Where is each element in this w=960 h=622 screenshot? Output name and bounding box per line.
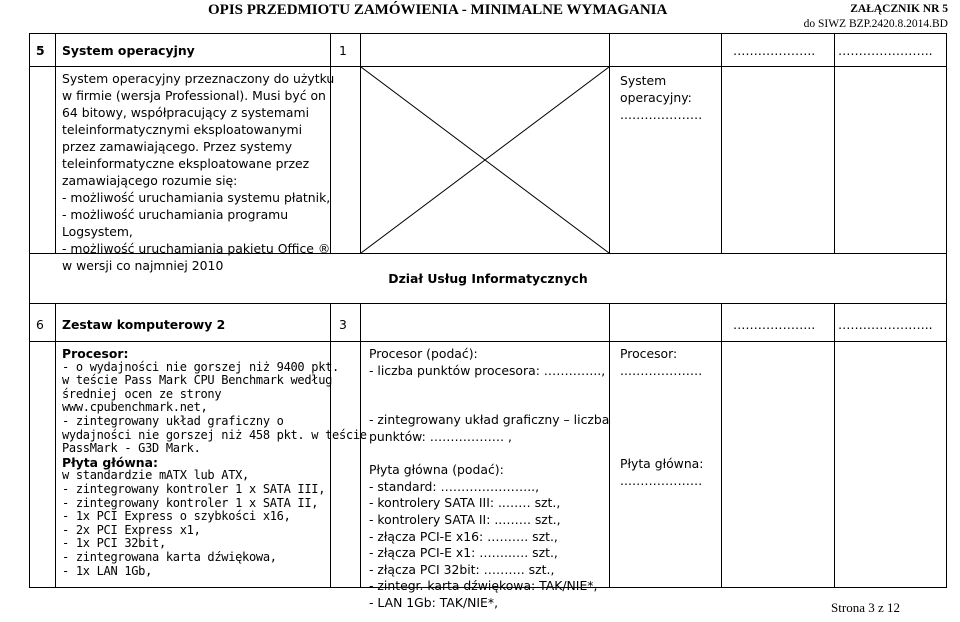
row6-offered-line: Płyta główna (podać): [369,462,504,478]
row6-offered-line: - liczba punktów procesora: ………….., [369,362,606,378]
row6-board-label: Płyta główna: [620,456,704,471]
document-title: OPIS PRZEDMIOTU ZAMÓWIENIA - MINIMALNE WYMAGANIA [208,2,668,18]
row6-req-line: w teście Pass Mark CPU Benchmark według [62,373,333,388]
row5-name: System operacyjny [62,43,195,58]
row6-offered-line: - standard: ………………….., [369,478,540,494]
row6-req-heading: Płyta główna: [62,454,158,470]
row5-req-line: w wersji co najmniej 2010 [62,258,224,273]
row6-req-line: średniej ocen ze strony [62,386,222,401]
row5-offer-label: System [620,73,667,88]
row6-offered-line: - złącza PCI-E x16: ………. szt., [369,528,558,544]
row5-value-field: ………………….. [838,43,933,58]
row6-cpu-field: ..……………… [620,363,703,378]
row6-req-line: - 2x PCI Express x1, [62,522,201,537]
row5-req-line: w firmie (wersja Professional). Musi być on [62,88,326,103]
col-divider-2 [330,33,331,588]
row6-offered-line: - złącza PCI-E x1: ……..…. szt., [369,545,558,561]
row6-offered-line: - zintegr. karta dźwiękowa: TAK/NIE*, [369,578,598,594]
row5-price-field: ……………….. [733,43,816,58]
row6-quantity: 3 [339,317,347,332]
row5-req-line: teleinformatyczne eksploatowane przez [62,156,310,171]
attachment-label: ZAŁĄCZNIK NR 5 [850,3,948,15]
row6-req-line: w standardzie mATX lub ATX, [62,468,249,483]
row6-name: Zestaw komputerowy 2 [62,317,226,332]
row-divider-3 [29,303,947,304]
row6-req-line: wydajności nie gorszej niż 458 pkt. w teście [62,427,367,442]
col-divider-5 [721,33,722,588]
reference-number: do SIWZ BZP.2420.8.2014.BD [803,18,948,30]
row6-req-line: - zintegrowany kontroler 1 x SATA III, [62,482,326,496]
row6-offered-line: Procesor (podać): [369,346,478,361]
row6-value-field: ………………….. [838,317,933,332]
row6-req-line: PassMark - G3D Mark. [62,441,201,456]
row6-cpu-label: Procesor: [620,346,678,361]
section-title: Dział Usług Informatycznych [388,271,588,286]
row5-number: 5 [36,43,45,58]
row5-req-line: System operacyjny przeznaczony do użytku [62,71,335,86]
row6-req-line: - zintegrowany kontroler 1 x SATA II, [62,495,319,510]
row6-offered-line: - kontrolery SATA II: ..……. szt., [369,512,561,527]
row5-offer-label-2: operacyjny: [620,90,692,105]
row6-offered-line: - zintegrowany układ graficzny – liczba [369,412,610,428]
row6-req-line: - o wydajności nie gorszej niż 9400 pkt. [62,359,339,374]
row-divider-4 [29,341,947,342]
row5-req-line: - możliwość uruchamiania programu [62,207,289,222]
col-divider-4 [609,33,610,588]
row6-offered-line: - LAN 1Gb: TAK/NIE*, [369,595,499,610]
row5-req-line: - możliwość uruchamiania systemu płatnik, [62,190,331,205]
row6-req-line: - zintegrowana karta dźwiękowa, [62,550,277,564]
row5-req-line: przez zamawiającego. Przez systemy [62,139,293,154]
row6-req-line: - 1x PCI Express o szybkości x16, [62,509,291,524]
row5-req-line: 64 bitowy, współpracujący z systemami [62,105,310,120]
row5-offer-field: ..……………… [620,107,703,122]
row6-offered-line: punktów: ……………… , [369,429,512,444]
crossed-out-cell-icon [361,67,609,253]
col-divider-6 [834,33,835,588]
row6-board-field: ..……………… [620,473,703,488]
row5-req-line: - możliwość uruchamiania pakietu Office ® [62,241,331,256]
row5-req-line: teleinformatycznymi eksploatowanymi [62,122,303,137]
row5-quantity: 1 [339,43,347,58]
row5-req-line: zamawiającego rozumie się: [62,173,238,188]
row6-number: 6 [36,317,44,332]
row6-req-line: - 1x PCI 32bit, [62,536,166,551]
row6-req-line: - zintegrowany układ graficzny o [62,414,284,428]
col-divider-1 [55,33,56,588]
row6-req-heading: Procesor: [62,346,129,361]
row6-offered-line: - kontrolery SATA III: ..…… szt., [369,495,561,511]
page-number: Strona 3 z 12 [831,600,900,615]
row5-req-line: Logsystem, [62,224,133,239]
row6-req-line: www.cpubenchmark.net, [62,400,208,415]
row6-offered-line: - złącza PCI 32bit: ………. szt., [369,561,555,577]
row6-req-line: - 1x LAN 1Gb, [62,563,153,578]
row6-price-field: ……………….. [733,317,816,332]
